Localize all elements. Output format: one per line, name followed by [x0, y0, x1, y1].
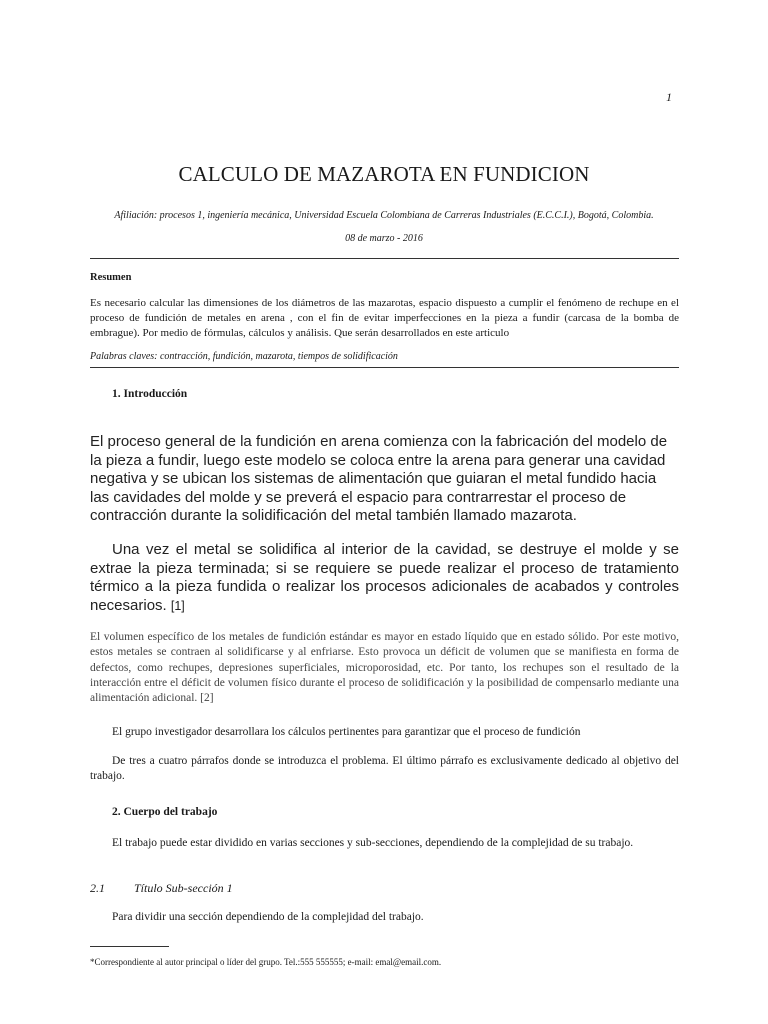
keywords: Palabras claves: contracción, fundición, mazarota, tiempos de solidificación — [90, 351, 398, 362]
footnote-divider — [90, 946, 169, 947]
affiliation: Afiliación: procesos 1, ingeniería mecánica, Universidad Escuela Colombiana de Carreras Industriales (E.C.C.I.), Bogotá, Colombia. — [114, 210, 654, 221]
intro-paragraph-3: El volumen específico de los metales de fundición estándar es mayor en estado líquido que en estado sólido. Por este motivo, estos metales se contraen al solidificarse y al enfriarse. Esto provoca un déficit de volumen que se manifiesta en forma de defectos, como rechupes, depresiones superficiales, microporosidad, etc. Por tanto, los rechupes son el resultado de la interacción entre el déficit de volumen físico durante el proceso de solidificación y la posibilidad de compensarlo mediante una alimentación adicional. [2] — [90, 631, 679, 705]
footnote: *Correspondiente al autor principal o líder del grupo. Tel.:555 555555; e-mail: emal@email.com. — [90, 957, 442, 967]
date: 08 de marzo - 2016 — [345, 233, 423, 244]
section-heading-cuerpo: 2. Cuerpo del trabajo — [112, 806, 218, 818]
divider-top — [90, 258, 679, 259]
divider-bottom — [90, 367, 679, 368]
intro-paragraph-5: De tres a cuatro párrafos donde se introduzca el problema. El último párrafo es exclusivamente dedicado al objetivo del trabajo. — [90, 755, 679, 783]
abstract-heading: Resumen — [90, 272, 132, 283]
paper-title: CALCULO DE MAZAROTA EN FUNDICION — [178, 162, 590, 186]
citation-1: [1] — [170, 598, 185, 613]
subsection-heading — [90, 881, 233, 896]
body-paragraph-1: El trabajo puede estar dividido en varias secciones y sub-secciones, dependiendo de la complejidad de su trabajo. — [112, 837, 634, 849]
intro-paragraph-1: El proceso general de la fundición en arena comienza con la fabricación del modelo de la pieza a fundir, luego este modelo se coloca entre la arena para generar una cavidad negativa y se ubican los sistemas de alimentación que guiaran el metal fundido hacia las cavidades del molde y se preverá el espacio para contrarrestar el proceso de contracción durante la solidificación del metal también llamado mazarota. — [90, 433, 668, 524]
intro-paragraph-4: El grupo investigador desarrollara los cálculos pertinentes para garantizar que el proceso de fundición — [112, 726, 581, 738]
subsection-title: Título Sub-sección 1 — [134, 881, 233, 895]
intro-paragraph-2 — [90, 541, 679, 615]
page-number: 1 — [666, 90, 672, 104]
abstract-text: Es necesario calcular las dimensiones de los diámetros de las mazarotas, espacio dispuesto a cumplir el fenómeno de rechupe en el proceso de fundición de metales en arena , con el fin de evitar imperfecciones en la pieza a fundir (carcasa de la bomba de embrague). Por medio de fórmulas, cálculos y análisis. Que serán desarrollados en este articulo — [90, 297, 679, 339]
subsection-number: 2.1 — [90, 881, 105, 895]
subsection-paragraph-1: Para dividir una sección dependiendo de la complejidad del trabajo. — [112, 911, 424, 923]
section-heading-introduccion: 1. Introducción — [112, 388, 188, 400]
intro-paragraph-2-text: Una vez el metal se solidifica al interior de la cavidad, se destruye el molde y se extrae la pieza terminada; si se requiere se puede realizar el proceso de tratamiento térmico a la pieza fundida o realizar los procesos adicionales de acabados y controles necesarios. — [90, 541, 679, 614]
